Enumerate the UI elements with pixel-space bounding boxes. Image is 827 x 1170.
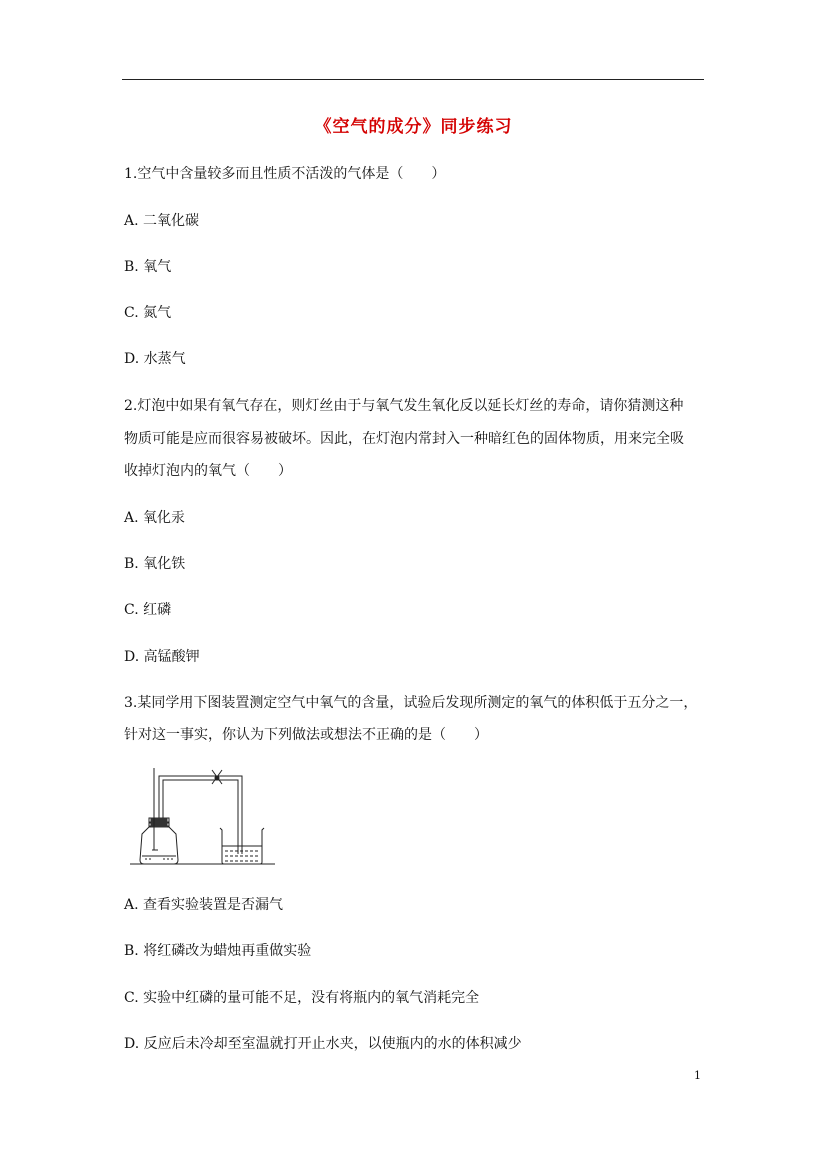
question-3-option-c: C. 实验中红磷的量可能不足，没有将瓶内的氧气消耗完全 [124, 990, 480, 1006]
question-2-option-b: B. 氧化铁 [124, 556, 186, 572]
stopper-fill [151, 818, 167, 827]
question-3-option-a: A. 查看实验装置是否漏气 [124, 897, 284, 913]
question-2-stem-line-2: 物质可能是应而很容易被破坏。因此，在灯泡内常封入一种暗红色的固体物质，用来完全吸 [124, 431, 684, 447]
question-3-option-d: D. 反应后未冷却至室温就打开止水夹，以使瓶内的水的体积减少 [124, 1036, 522, 1052]
question-1-option-c: C. 氮气 [124, 305, 172, 321]
question-2-stem-line-1: 2.灯泡中如果有氧气存在，则灯丝由于与氧气发生氧化反以延长灯丝的寿命，请你猜测这种 [124, 398, 684, 414]
header-rule [122, 79, 704, 80]
question-3-stem-line-2: 针对这一事实，你认为下列做法或想法不正确的是（ ） [124, 727, 488, 743]
question-1-option-b: B. 氧气 [124, 259, 172, 275]
page-number: 1 [694, 1069, 701, 1082]
delivery-tube [159, 776, 242, 854]
question-2-option-a: A. 氧化汞 [124, 510, 186, 526]
question-1-option-d: D. 水蒸气 [124, 351, 186, 367]
question-3-option-b: B. 将红磷改为蜡烛再重做实验 [124, 943, 312, 959]
document-title: 《空气的成分》同步练习 [314, 117, 513, 137]
question-2-option-c: C. 红磷 [124, 602, 172, 618]
question-2-option-d: D. 高锰酸钾 [124, 649, 200, 665]
apparatus-figure [130, 768, 275, 868]
delivery-tube-inner [163, 780, 238, 854]
question-1-stem: 1.空气中含量较多而且性质不活泼的气体是（ ） [124, 166, 446, 182]
question-2-stem-line-3: 收掉灯泡内的氧气（ ） [124, 463, 292, 479]
question-1-option-a: A. 二氧化碳 [124, 213, 200, 229]
gas-jar [140, 826, 178, 864]
question-3-stem-line-1: 3.某同学用下图装置测定空气中氧气的含量，试验后发现所测定的氧气的体积低于五分之一， [124, 695, 698, 711]
